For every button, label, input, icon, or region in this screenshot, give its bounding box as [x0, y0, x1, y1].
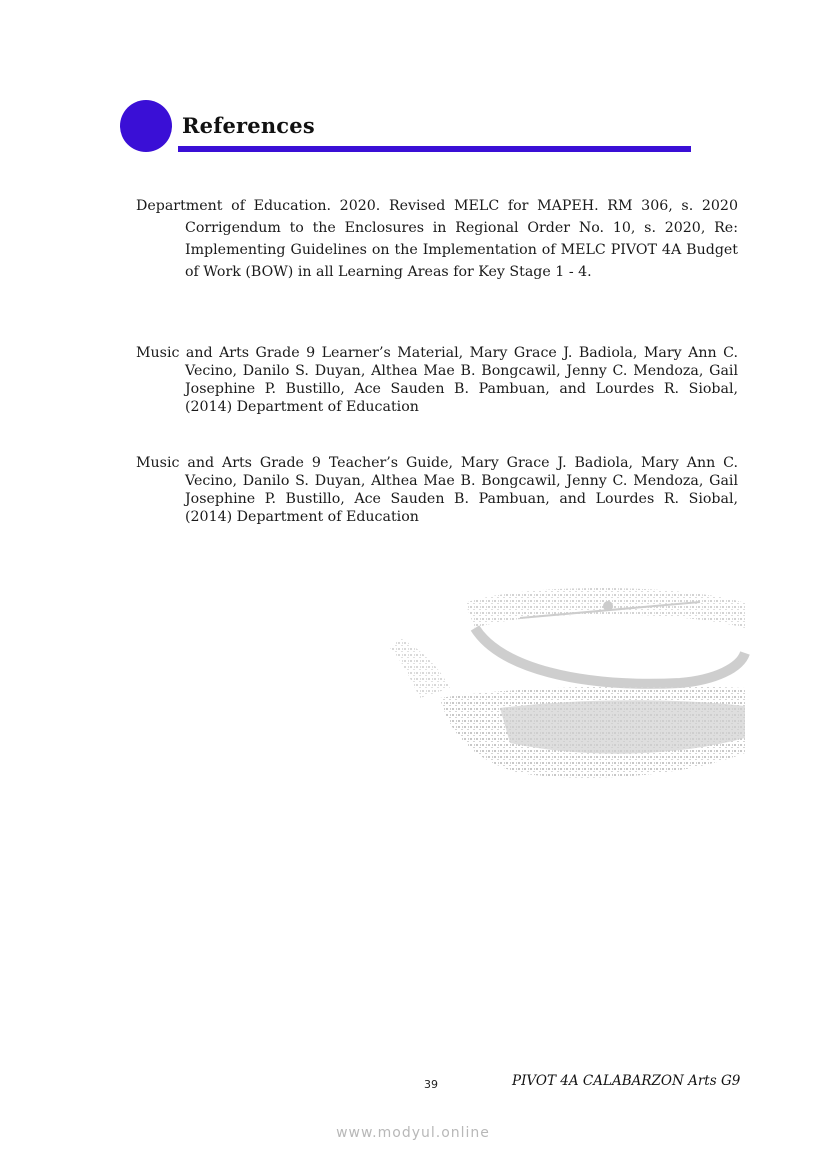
header-underline: [178, 146, 691, 152]
page-title: References: [182, 113, 315, 138]
footer-title: PIVOT 4A CALABARZON Arts G9: [512, 1073, 741, 1089]
reference-entry-3: Music and Arts Grade 9 Teacher’s Guide, Mary Grace J. Badiola, Mary Ann C. Vecino, Danilo S. Duyan, Althea Mae B. Bongcawil, Jenny C. Mendoza, Gail Josephine P. Bustillo, Ace Sauden B. Pambuan, and Lourdes R. Siobal, (2014) Department of Education: [136, 455, 738, 525]
site-watermark-text: www.modyul.online: [336, 1125, 490, 1141]
reference-entry-2: Music and Arts Grade 9 Learner’s Material, Mary Grace J. Badiola, Mary Ann C. Vecino, Danilo S. Duyan, Althea Mae B. Bongcawil, Jenny C. Mendoza, Gail Josephine P. Bustillo, Ace Sauden B. Pambuan, and Lourdes R. Siobal, (2014) Department of Education: [136, 345, 738, 415]
header-bullet-circle: [120, 100, 172, 152]
page-number: 39: [424, 1078, 438, 1091]
seal-watermark-icon: [380, 588, 750, 788]
reference-entry-1: Department of Education. 2020. Revised MELC for MAPEH. RM 306, s. 2020 Corrigendum to the Enclosures in Regional Order No. 10, s. 2020, Re: Implementing Guidelines on the Implementation of MELC PIVOT 4A Budget of Work (BOW) in all Learning Areas for Key Stage 1 - 4.: [136, 198, 738, 280]
